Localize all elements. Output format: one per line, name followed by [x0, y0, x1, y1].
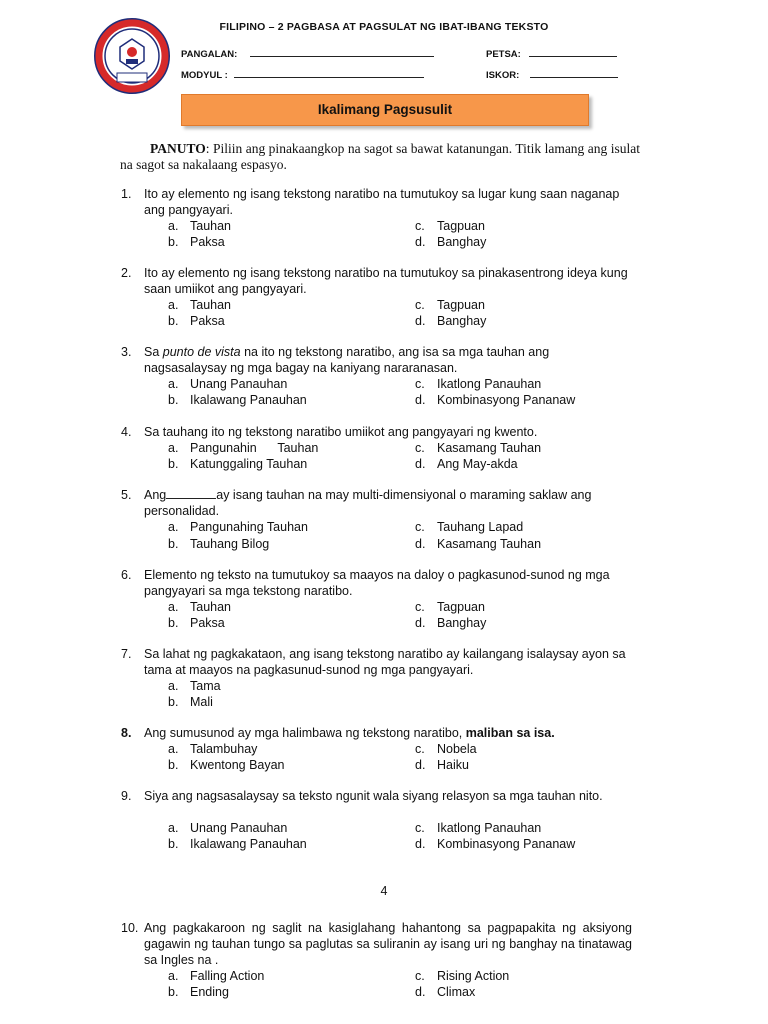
question-number: 10.	[121, 921, 139, 935]
option-b[interactable]: b. Katunggaling Tauhan	[168, 457, 308, 471]
option-a[interactable]: a. Unang Panauhan	[168, 377, 288, 391]
option-a[interactable]: a. Tauhan	[168, 298, 232, 312]
option-b[interactable]: b. Mali	[168, 695, 213, 709]
iskor-label: ISKOR:	[486, 70, 520, 81]
question-number: 5.	[121, 488, 132, 502]
question-stem: Ang sumusunod ay mga halimbawa ng tekstong naratibo, maliban sa isa.	[144, 726, 555, 740]
option-d[interactable]: d. Kombinasyong Pananaw	[415, 393, 576, 407]
question-number: 9.	[121, 789, 132, 803]
question-stem: Ito ay elemento ng isang tekstong naratibo na tumutukoy sa lugar kung saan naganap ang pangyayari.	[144, 187, 620, 217]
school-logo	[93, 17, 171, 95]
question-stem: Sa lahat ng pagkakataon, ang isang tekstong naratibo ay kailangang isalaysay ayon sa tama at maayos na pagkasunud-sunod ng mga pangyayari.	[144, 647, 626, 677]
question-stem: Ang ay isang tauhan na may multi-dimensiyonal o maraming saklaw ang personalidad.	[144, 488, 592, 518]
question-stem: Ito ay elemento ng isang tekstong naratibo na tumutukoy sa pinakasentrong ideya kung saan umiikot ang pangyayari.	[144, 266, 628, 296]
option-a[interactable]: a. Pangunahing Tauhan	[168, 520, 308, 534]
option-c[interactable]: c. Ikatlong Panauhan	[415, 377, 542, 391]
option-c[interactable]: c. Nobela	[415, 742, 477, 756]
option-c[interactable]: c. Kasamang Tauhan	[415, 441, 542, 455]
option-a[interactable]: a. Tama	[168, 679, 221, 693]
question-stem: Sa tauhang ito ng tekstong naratibo umiikot ang pangyayari ng kwento.	[144, 425, 538, 439]
option-c[interactable]: c. Tagpuan	[415, 600, 485, 614]
pangalan-label: PANGALAN:	[181, 49, 238, 60]
question-number: 3.	[121, 345, 132, 359]
page-number: 4	[380, 884, 388, 898]
iskor-field[interactable]	[486, 68, 618, 81]
instructions-text: : Piliin ang pinakaangkop na sagot sa bawat katanungan. Titik lamang ang isulat na sagot sa nakalaang espasyo.	[120, 141, 640, 172]
question-number: 4.	[121, 425, 132, 439]
option-a[interactable]: a. Tauhan	[168, 600, 232, 614]
option-c[interactable]: c. Tagpuan	[415, 298, 485, 312]
question-number: 6.	[121, 568, 132, 582]
option-d[interactable]: d. Kombinasyong Pananaw	[415, 837, 576, 851]
iskor-blank[interactable]	[530, 68, 618, 78]
option-a[interactable]: a. Talambuhay	[168, 742, 258, 756]
pangalan-field[interactable]	[181, 47, 434, 60]
petsa-field[interactable]	[486, 47, 617, 60]
option-a[interactable]: a. Tauhan	[168, 219, 232, 233]
option-b[interactable]: b. Ikalawang Panauhan	[168, 393, 307, 407]
petsa-label: PETSA:	[486, 49, 521, 60]
option-d[interactable]: d. Banghay	[415, 314, 487, 328]
question-number: 2.	[121, 266, 132, 280]
option-d[interactable]: d. Climax	[415, 985, 476, 999]
option-b[interactable]: b. Ending	[168, 985, 229, 999]
option-a[interactable]: a. Unang Panauhan	[168, 821, 288, 835]
option-d[interactable]: d. Kasamang Tauhan	[415, 537, 542, 551]
option-b[interactable]: b. Tauhang Bilog	[168, 537, 270, 551]
pangalan-blank[interactable]	[250, 47, 434, 57]
option-b[interactable]: b. Kwentong Bayan	[168, 758, 285, 772]
option-d[interactable]: d. Haiku	[415, 758, 469, 772]
modyul-label: MODYUL :	[181, 70, 228, 81]
question-stem: Ang pagkakaroon ng saglit na kasiglahang hahantong sa pagpapakita ng aksiyong gagawin ng tauhan tungo sa paglutas sa suliranin ay isang uri ng banghay na tinatawag sa Ingles na .	[144, 921, 632, 967]
question-number: 8.	[121, 726, 132, 740]
question-number: 1.	[121, 187, 132, 201]
option-b[interactable]: b. Paksa	[168, 235, 225, 249]
option-a[interactable]: a. Falling Action	[168, 969, 265, 983]
option-c[interactable]: c. Rising Action	[415, 969, 510, 983]
option-a[interactable]: a. Pangunahin Tauhan	[168, 441, 319, 455]
option-c[interactable]: c. Tagpuan	[415, 219, 485, 233]
modyul-blank[interactable]	[234, 68, 424, 78]
question-number: 7.	[121, 647, 132, 661]
option-c[interactable]: c. Ikatlong Panauhan	[415, 821, 542, 835]
option-d[interactable]: d. Ang May-akda	[415, 457, 518, 471]
option-b[interactable]: b. Paksa	[168, 314, 225, 328]
question-stem: Elemento ng teksto na tumutukoy sa maayos na daloy o pagkasunod-sunod ng mga pangyayari sa mga tekstong naratibo.	[144, 568, 610, 598]
answer-blank[interactable]	[166, 487, 216, 499]
question-stem: Siya ang nagsasalaysay sa teksto ngunit wala siyang relasyon sa mga tauhan nito.	[144, 789, 603, 803]
question-stem: Sa punto de vista na ito ng tekstong naratibo, ang isa sa mga tauhan ang nagsasalaysay ng mga bagay na kaniyang nararanasan.	[144, 345, 550, 375]
option-b[interactable]: b. Ikalawang Panauhan	[168, 837, 307, 851]
option-d[interactable]: d. Banghay	[415, 235, 487, 249]
petsa-blank[interactable]	[529, 47, 617, 57]
modyul-field[interactable]	[181, 68, 424, 81]
option-c[interactable]: c. Tauhang Lapad	[415, 520, 524, 534]
quiz-title-banner: Ikalimang Pagsusulit	[181, 94, 589, 126]
option-b[interactable]: b. Paksa	[168, 616, 225, 630]
option-d[interactable]: d. Banghay	[415, 616, 487, 630]
document-header-title: FILIPINO – 2 PAGBASA AT PAGSULAT NG IBAT-IBANG TEKSTO	[219, 21, 549, 33]
instructions	[120, 141, 640, 173]
instructions-label: PANUTO	[150, 141, 206, 156]
